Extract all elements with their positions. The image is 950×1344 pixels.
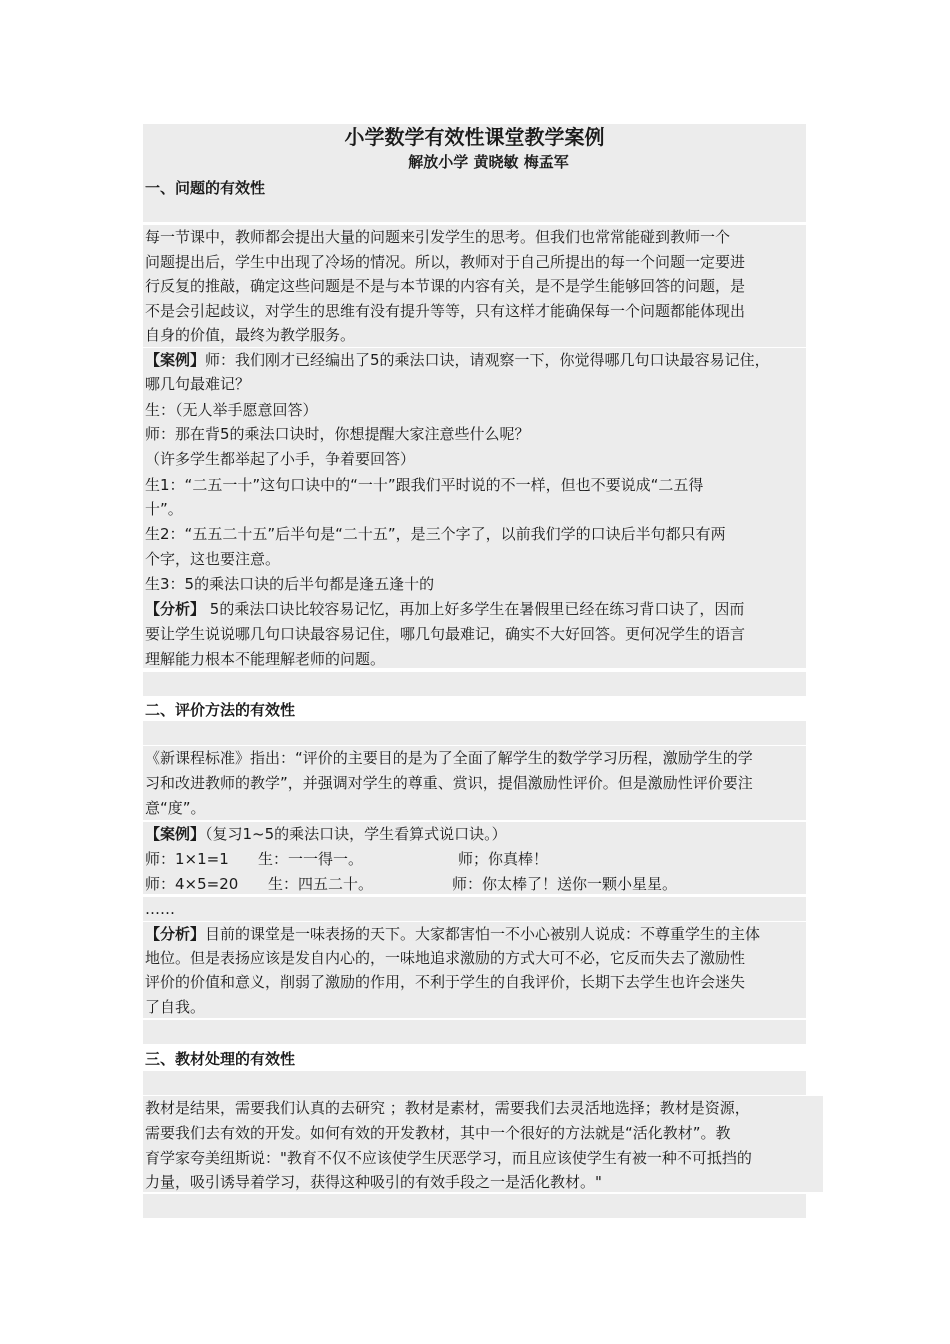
paragraph-line: 需要我们去有效的开发。如何有效的开发教材，其中一个很好的方法就是“活化教材”。教 xyxy=(145,1124,731,1142)
analysis-line: 地位。但是表扬应该是发自内心的，一味地追求激励的方式大可不必，它反而失去了激励性 xyxy=(145,949,746,967)
paragraph-line: 教材是结果，需要我们认真的去研究 ；教材是素材，需要我们去灵活地选择；教材是资源， xyxy=(145,1099,750,1117)
dialogue-line: 生1：“二五一十”这句口诀中的“一十”跟我们平时说的不一样，但也不要说成“二五得 xyxy=(145,476,704,494)
highlight-band xyxy=(143,1020,806,1044)
case-line: 【案例】（复习1~5的乘法口诀，学生看算式说口诀。） xyxy=(145,825,507,843)
case-line: 【案例】师：我们刚才已经编出了5的乘法口诀，请观察一下，你觉得哪几句口诀最容易记住， xyxy=(145,351,770,369)
case-line: 哪几句最难记？ xyxy=(145,375,251,393)
dialogue-cell: 生：一一得一。 xyxy=(258,850,364,868)
analysis-line: 【分析】 5的乘法口诀比较容易记忆，再加上好多学生在暑假里已经在练习背口诀了，因而 xyxy=(145,600,745,618)
analysis-line: 理解能力根本不能理解老师的问题。 xyxy=(145,650,386,668)
dialogue-line: 十”。 xyxy=(145,500,183,518)
dialogue-line: 师：那在背5的乘法口诀时，你想提醒大家注意些什么呢？ xyxy=(145,425,530,443)
dialogue-line: 个字，这也要注意。 xyxy=(145,550,281,568)
dialogue-cell: 师：你太棒了！送你一颗小星星。 xyxy=(452,875,678,893)
document-authors: 解放小学 黄晓敏 梅孟军 xyxy=(408,153,569,171)
paragraph-line: 每一节课中，教师都会提出大量的问题来引发学生的思考。但我们也常常能碰到教师一个 xyxy=(145,228,731,246)
dialogue-cell: 师；你真棒！ xyxy=(458,850,549,868)
highlight-band xyxy=(143,198,806,222)
case-label: 【案例】 xyxy=(145,351,206,369)
dialogue-line: （许多学生都举起了小手，争着要回答） xyxy=(145,450,416,468)
paragraph-line: 行反复的推敲，确定这些问题是不是与本节课的内容有关，是不是学生能够回答的问题，是 xyxy=(145,277,746,295)
ellipsis-line: …… xyxy=(145,900,175,918)
dialogue-cell: 师：1×1=1 xyxy=(145,850,229,868)
analysis-label: 【分析】 xyxy=(145,600,206,618)
paragraph-line: 自身的价值，最终为教学服务。 xyxy=(145,326,356,344)
analysis-line: 【分析】目前的课堂是一味表扬的天下。大家都害怕一不小心被别人说成：不尊重学生的主体 xyxy=(145,925,761,943)
analysis-line: 要让学生说说哪几句口诀最容易记住，哪几句最难记，确实不大好回答。更何况学生的语言 xyxy=(145,625,746,643)
paragraph-line: 育学家夸美纽斯说："教育不仅不应该使学生厌恶学习，而且应该使学生有被一种不可抵挡的 xyxy=(145,1149,752,1167)
paragraph-line: 不是会引起歧议，对学生的思维有没有提升等等，只有这样才能确保每一个问题都能体现出 xyxy=(145,302,746,320)
highlight-band xyxy=(143,1194,806,1218)
paragraph-line: 《新课程标准》指出：“评价的主要目的是为了全面了解学生的数学学习历程，激励学生的学 xyxy=(145,749,753,767)
paragraph-line: 意“度”。 xyxy=(145,799,206,817)
section-heading-1: 一、问题的有效性 xyxy=(145,179,266,197)
dialogue-cell: 生：四五二十。 xyxy=(268,875,374,893)
paragraph-line: 问题提出后，学生中出现了冷场的情况。所以，教师对于自己所提出的每一个问题一定要进 xyxy=(145,253,746,271)
case-label: 【案例】 xyxy=(145,825,206,843)
dialogue-line: 生3：5的乘法口诀的后半句都是逢五逢十的 xyxy=(145,575,435,593)
analysis-label: 【分析】 xyxy=(145,925,206,943)
dialogue-cell: 师：4×5=20 xyxy=(145,875,239,893)
highlight-band xyxy=(143,1071,806,1095)
analysis-line: 评价的价值和意义，削弱了激励的作用，不利于学生的自我评价，长期下去学生也许会迷失 xyxy=(145,973,746,991)
highlight-band xyxy=(143,672,806,696)
dialogue-line: 生：（无人举手愿意回答） xyxy=(145,401,318,419)
paragraph-line: 力量，吸引诱导着学习，获得这种吸引的有效手段之一是活化教材。" xyxy=(145,1173,602,1191)
section-heading-2: 二、评价方法的有效性 xyxy=(145,701,296,719)
document-title: 小学数学有效性课堂教学案例 xyxy=(344,125,605,149)
paragraph-line: 习和改进教师的教学”，并强调对学生的尊重、赏识，提倡激励性评价。但是激励性评价要注 xyxy=(145,774,753,792)
highlight-band xyxy=(143,721,806,745)
dialogue-line: 生2：“五五二十五”后半句是“二十五”，是三个字了，以前我们学的口诀后半句都只有两 xyxy=(145,525,726,543)
analysis-line: 了自我。 xyxy=(145,998,206,1016)
section-heading-3: 三、教材处理的有效性 xyxy=(145,1050,296,1068)
